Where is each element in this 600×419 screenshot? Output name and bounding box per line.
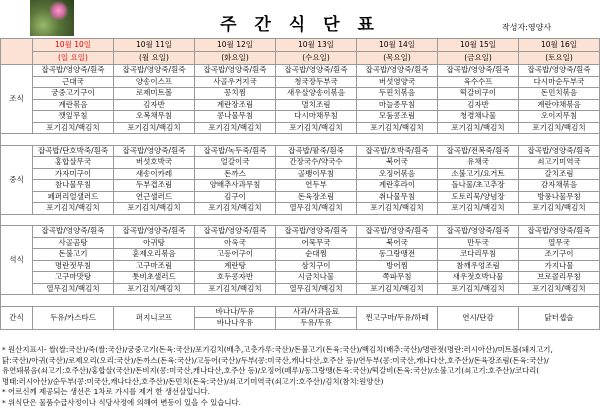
section-gap [1, 295, 600, 307]
menu-cell: 열무김치/백김치 [33, 283, 114, 295]
menu-cell: 잡곡밥/영양죽/흰죽 [114, 145, 195, 157]
menu-cell: 잡곡밥/영양죽/흰죽 [114, 65, 195, 77]
menu-cell: 열무김치/백김치 [276, 203, 357, 215]
snack-cell: 바나나우유 [195, 318, 276, 330]
menu-cell: 꽁치찜 [195, 88, 276, 100]
menu-cell: 계란탕 [195, 260, 276, 272]
menu-cell: 포기김치/백김치 [438, 203, 519, 215]
menu-cell: 청경채나물 [438, 111, 519, 123]
menu-cell: 쇠고기미역국 [519, 157, 600, 169]
menu-cell: 참깨우엉조림 [438, 260, 519, 272]
menu-cell: 북어국 [357, 157, 438, 169]
menu-cell: 잡곡밥/영양죽/흰죽 [276, 65, 357, 77]
menu-row [1, 180, 600, 192]
menu-cell: 코다리무침 [438, 249, 519, 261]
menu-cell: 감자채볶음 [519, 180, 600, 192]
menu-cell: 시금치나물 [276, 272, 357, 284]
note-line: 명태:러시아산)/순두부(콩:미국산,캐나다산,호주산)/돈민치(돈육:국산)/쇠고기미역국(쇠고기:호주산)/김치(참치:원양산) [2, 376, 384, 386]
menu-cell: 골뱅이무침 [276, 168, 357, 180]
menu-row [1, 145, 600, 157]
menu-cell: 연근샐러드 [114, 191, 195, 203]
day-weekday: (목요일) [357, 52, 438, 65]
menu-cell: 갈치조림 [519, 168, 600, 180]
note-line: * 위식단은 물품수급사정이나 식당사정에 의해여 변동이 있을 수 있습니다. [2, 397, 242, 407]
menu-cell: 근대국 [33, 76, 114, 88]
menu-cell: 계란장조림 [195, 99, 276, 111]
menu-cell: 열무국 [519, 237, 600, 249]
menu-cell: 유채국 [438, 157, 519, 169]
menu-cell: 잡곡밥/영양죽/흰죽 [276, 226, 357, 238]
header-date-row [1, 39, 600, 52]
corner-cell [1, 39, 33, 65]
menu-cell: 청국장두부국 [276, 76, 357, 88]
day-weekday: (금요일) [438, 52, 519, 65]
day-weekday: (수요일) [276, 52, 357, 65]
menu-cell: 마늘종무침 [357, 99, 438, 111]
menu-cell: 얼갈이국 [195, 157, 276, 169]
flower-photo [30, 0, 74, 36]
menu-cell: 계란후라이 [357, 180, 438, 192]
menu-cell: 잡곡밥/영양죽/흰죽 [438, 226, 519, 238]
menu-cell: 잡곡밥/단호박죽/흰죽 [33, 145, 114, 157]
menu-cell: 연두부 [276, 180, 357, 192]
section-gap [1, 214, 600, 226]
menu-cell: 삼치구이 [276, 260, 357, 272]
day-weekday: (월 요일) [114, 52, 195, 65]
menu-cell: 동그랑땡전 [357, 249, 438, 261]
menu-row [1, 249, 600, 261]
menu-cell: 가지나물 [519, 260, 600, 272]
menu-cell: 브로콜리무침 [519, 272, 600, 284]
menu-cell: 열무김치/백김치 [276, 283, 357, 295]
day-weekday: (화요일) [195, 52, 276, 65]
menu-cell: 방풍나물무침 [519, 191, 600, 203]
menu-cell: 포기김치/백김치 [438, 283, 519, 295]
menu-cell: 돈육장조림 [276, 191, 357, 203]
menu-cell: 포기김치/백김치 [519, 122, 600, 134]
menu-cell: 다시마채무침 [276, 111, 357, 123]
menu-row [1, 203, 600, 215]
snack-cell: 바나나/두유 [195, 306, 276, 318]
menu-cell: 잡곡밥/영양죽/흰죽 [438, 65, 519, 77]
menu-cell: 고구마조림 [114, 260, 195, 272]
meal-label: 석식 [1, 226, 33, 295]
menu-cell: 새우젓호박나물 [438, 272, 519, 284]
menu-cell: 잡곡밥/녹두죽/흰죽 [195, 145, 276, 157]
menu-cell: 계란볶음 [33, 99, 114, 111]
menu-cell: 버섯호박국 [114, 157, 195, 169]
menu-cell: 잡곡밥/영양죽/흰죽 [519, 226, 600, 238]
day-weekday: (일 요일) [33, 52, 114, 65]
snack-cell: 퍼지니코프 [114, 306, 195, 329]
snack-cell: 두유/두유 [276, 318, 357, 330]
menu-cell: 포기김치/백김치 [276, 122, 357, 134]
menu-cell: 고등어구이 [195, 249, 276, 261]
menu-cell: 두부겹조림 [114, 180, 195, 192]
meal-label: 간식 [1, 306, 33, 329]
menu-row [1, 157, 600, 169]
menu-cell: 가자미구이 [33, 168, 114, 180]
menu-cell: 포기김치/백김치 [114, 122, 195, 134]
menu-row [1, 76, 600, 88]
menu-cell: 고구마맛탕 [33, 272, 114, 284]
menu-cell: 포기김치/백김치 [114, 203, 195, 215]
note-line: 닭:국산)/아귀(국산)/로제오리(오리:국산)/돈까스(돈육:국산)/고등어(국산)/두부(콩:미국산,캐나다산,호주산 등)/연두부(콩:미국산,캐나다산,호주산)/돈육장조림(돈육:국산)/ [2, 355, 549, 365]
menu-cell: 모둠콩조림 [357, 111, 438, 123]
notes-section [2, 345, 598, 408]
menu-cell: 떡갈비구이 [438, 88, 519, 100]
menu-cell: 계란야채볶음 [519, 99, 600, 111]
menu-cell: 명란젓무침 [33, 260, 114, 272]
menu-cell: 포기김치/백김치 [357, 122, 438, 134]
menu-cell: 잡곡밥/영양죽/흰죽 [33, 226, 114, 238]
menu-cell: 오징어볶음 [357, 168, 438, 180]
menu-row [1, 65, 600, 77]
menu-cell: 멸치조림 [276, 99, 357, 111]
menu-cell: 오복채무침 [114, 111, 195, 123]
menu-cell: 훈제오리볶음 [114, 249, 195, 261]
snack-row [1, 306, 600, 318]
menu-cell: 버섯영양국 [357, 76, 438, 88]
menu-cell: 북어국 [357, 237, 438, 249]
menu-row [1, 237, 600, 249]
note-line: * 어르신께 제공되는 생선은 1차로 가시를 제거 한 생선살입니다. [2, 387, 211, 396]
menu-cell: 김자반 [438, 99, 519, 111]
menu-row [1, 88, 600, 100]
day-date: 10월 15일 [438, 39, 519, 52]
menu-cell: 쪽파무침 [357, 272, 438, 284]
menu-cell: 잡곡밥/팥죽/흰죽 [276, 145, 357, 157]
day-date: 10월 11일 [114, 39, 195, 52]
menu-cell: 로제미트볼 [114, 88, 195, 100]
menu-cell: 소불고기/요거트 [438, 168, 519, 180]
menu-cell: 잡곡밥/영양죽/흰죽 [357, 65, 438, 77]
snack-cell: 사과/사과음료 [276, 306, 357, 318]
page-title: 주 간 식 단 표 [220, 15, 380, 35]
menu-cell: 만두국 [438, 237, 519, 249]
day-date: 10월 14일 [357, 39, 438, 52]
menu-cell: 포기김치/백김치 [195, 283, 276, 295]
snack-cell: 찐고구마/두유/하떼 [357, 306, 438, 329]
menu-cell: 도토리묵/양념장 [438, 191, 519, 203]
menu-cell: 포기김치/백김치 [357, 283, 438, 295]
menu-cell: 돈민치볶음 [519, 88, 600, 100]
section-gap [1, 134, 600, 146]
menu-cell: 새송이카레 [114, 168, 195, 180]
menu-cell: 조기구이 [519, 249, 600, 261]
menu-cell: 콩나물무침 [195, 111, 276, 123]
menu-cell: 잡곡밥/호박죽/흰죽 [357, 145, 438, 157]
menu-cell: 취나물무침 [357, 191, 438, 203]
menu-cell: 김구이 [195, 191, 276, 203]
meal-label: 중식 [1, 145, 33, 214]
menu-cell: 포기김치/백김치 [519, 283, 600, 295]
menu-cell: 포기김치/백김치 [357, 203, 438, 215]
menu-row [1, 111, 600, 123]
menu-row [1, 122, 600, 134]
menu-cell: 포기김치/백김치 [195, 203, 276, 215]
menu-cell: 오이지무침 [519, 111, 600, 123]
menu-cell: 잡곡밥/전복죽/흰죽 [438, 145, 519, 157]
menu-cell: 잡곡밥/영양죽/흰죽 [33, 65, 114, 77]
menu-cell: 돈불고기 [33, 249, 114, 261]
author-label: 작성자:영양사 [502, 23, 552, 32]
note-line: * 원산지표시- 쌀(쌀:국산)/죽(쌀:국산)/궁중고기(돈육:국산)/포기김치(배추,고춧가루:국산)/돈불고기(돈육:국산)/백김치(배추:국산)/명란젓(명란:러시아산)/미트볼(돼지고기, [2, 345, 553, 354]
menu-cell: 양배추사과무침 [195, 180, 276, 192]
menu-row [1, 99, 600, 111]
meal-label: 조식 [1, 65, 33, 134]
menu-cell: 사골우거지국 [195, 76, 276, 88]
menu-row [1, 272, 600, 284]
menu-row [1, 283, 600, 295]
menu-cell: 잡곡밥/영양죽/흰죽 [114, 226, 195, 238]
menu-cell: 양송이스프 [114, 76, 195, 88]
menu-cell: 잡곡밥/영양죽/흰죽 [195, 226, 276, 238]
weekly-menu-table [0, 38, 600, 330]
menu-cell: 참나물무침 [33, 180, 114, 192]
menu-cell: 궁중고기구이 [33, 88, 114, 100]
menu-cell: 아귀탕 [114, 237, 195, 249]
menu-row [1, 168, 600, 180]
day-date: 10월 12일 [195, 39, 276, 52]
menu-row [1, 226, 600, 238]
menu-cell: 잡곡밥/영양죽/흰죽 [519, 65, 600, 77]
menu-cell: 포기김치/백김치 [33, 122, 114, 134]
snack-cell: 두유/카스타드 [33, 306, 114, 329]
day-date: 10월 16일 [519, 39, 600, 52]
menu-cell: 돌나물/초고추장 [438, 180, 519, 192]
menu-cell: 순대찜 [276, 249, 357, 261]
snack-cell: 연시/단감 [438, 306, 519, 329]
day-date: 10월 10일 [33, 39, 114, 52]
menu-cell: 잡곡밥/영양죽/흰죽 [519, 145, 600, 157]
menu-cell: 페퍼리얼샐러드 [33, 191, 114, 203]
menu-cell: 돈까스 [195, 168, 276, 180]
menu-cell: 두핀치볶음 [357, 88, 438, 100]
menu-cell: 김자반 [114, 99, 195, 111]
menu-cell: 호두콩자반 [195, 272, 276, 284]
menu-cell: 포기김치/백김치 [438, 122, 519, 134]
menu-cell: 어묵무국 [276, 237, 357, 249]
menu-cell: 다시마순두부국 [519, 76, 600, 88]
note-line: 유연돼볶음(쇠고기:호주산)/홍합살(국산)/돈비지(콩:미국산,캐나다산,호주산 등)/오징어(페루)/동그랑땡(돈육:국산)/떡갈비(돈육:국산)/소불고기(쇠고기:호주산)/코다리( [2, 366, 540, 375]
menu-cell: 사골곰탕 [33, 237, 114, 249]
menu-cell: 육수수프 [438, 76, 519, 88]
day-weekday: (토요일) [519, 52, 600, 65]
menu-cell: 잡곡밥/영양죽/흰죽 [195, 65, 276, 77]
menu-cell: 포기김치/백김치 [114, 283, 195, 295]
menu-cell: 톳비초샐러드 [114, 272, 195, 284]
menu-cell: 새우살양송이볶음 [276, 88, 357, 100]
day-date: 10월 13일 [276, 39, 357, 52]
menu-cell: 포기김치/백김치 [195, 122, 276, 134]
menu-cell: 홍합살무국 [33, 157, 114, 169]
menu-cell: 포기김치/백김치 [519, 203, 600, 215]
menu-cell: 방어찜 [357, 260, 438, 272]
menu-cell: 포기김치/백김치 [33, 203, 114, 215]
menu-row [1, 191, 600, 203]
menu-row [1, 260, 600, 272]
snack-cell: 닭터셉슬 [519, 306, 600, 329]
menu-cell: 깻잎무침 [33, 111, 114, 123]
menu-cell: 간장국수/약국수 [276, 157, 357, 169]
menu-cell: 잡곡밥/영양죽/흰죽 [357, 226, 438, 238]
header-day-row [1, 52, 600, 65]
menu-cell: 아욱국 [195, 237, 276, 249]
